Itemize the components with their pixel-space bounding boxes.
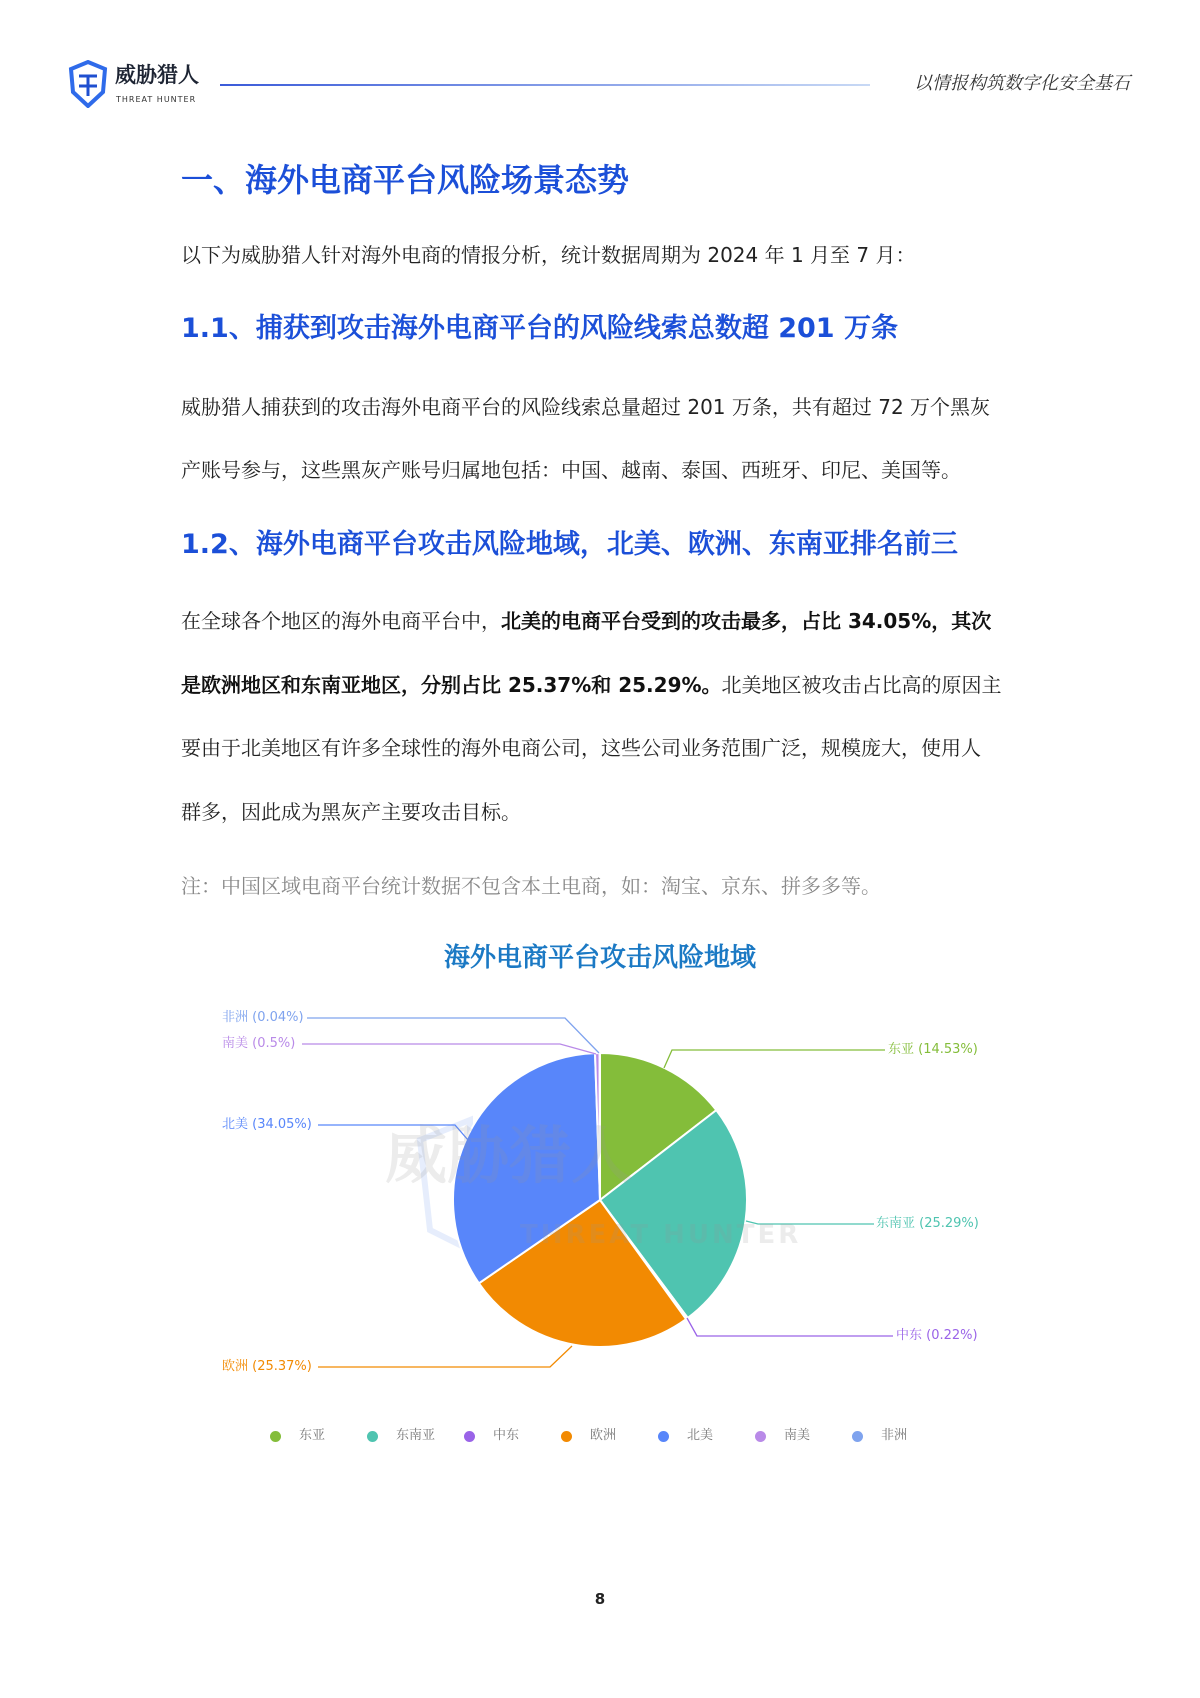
paragraph-line: 要由于北美地区有许多全球性的海外电商公司，这些公司业务范围广泛，规模庞大，使用人: [181, 736, 981, 760]
chart-title: 海外电商平台攻击风险地域: [443, 943, 756, 973]
legend-item[interactable]: [561, 1428, 658, 1444]
legend-label: 中东: [493, 1428, 520, 1443]
legend-item[interactable]: [852, 1428, 949, 1444]
leader-line-africa: [307, 1018, 599, 1053]
text: 北美地区被攻击占比高的原因主: [721, 673, 1002, 697]
slice-label-east-asia: 东亚 (14.53%): [888, 1042, 978, 1057]
legend-label: 非洲: [881, 1428, 908, 1443]
section-title: 一、海外电商平台风险场景态势: [181, 161, 630, 199]
legend-item[interactable]: [658, 1428, 755, 1444]
legend-item[interactable]: [367, 1428, 464, 1444]
note-text: 注：中国区域电商平台统计数据不包含本土电商，如：淘宝、京东、拼多多等。: [181, 874, 881, 898]
paragraph-line: 群多，因此成为黑灰产主要攻击目标。: [181, 800, 521, 824]
subsection-title-1: 1.1、捕获到攻击海外电商平台的风险线索总数超 201 万条: [181, 313, 898, 344]
slice-label-southeast-asia: 东南亚 (25.29%): [876, 1216, 979, 1231]
chart-legend: [270, 1428, 949, 1444]
legend-dot-icon: [561, 1431, 572, 1442]
text: 在全球各个地区的海外电商平台中，: [181, 609, 501, 633]
logo-subtext: THREAT HUNTER: [116, 95, 197, 104]
legend-dot-icon: [270, 1431, 281, 1442]
legend-label: 北美: [687, 1428, 714, 1443]
bold-text: 是欧洲地区和东南亚地区，分别占比 25.37%和 25.29%。: [181, 673, 722, 697]
leader-line-europe: [318, 1346, 572, 1367]
slice-label-africa: 非洲 (0.04%): [222, 1010, 304, 1025]
legend-item[interactable]: [270, 1428, 367, 1444]
logo-text: 威胁猎人: [115, 63, 199, 87]
header-slogan: 以情报构筑数字化安全基石: [914, 73, 1130, 94]
legend-item[interactable]: [755, 1428, 852, 1444]
watermark-text: 威胁猎人: [385, 1119, 634, 1192]
legend-dot-icon: [755, 1431, 766, 1442]
slice-label-middle-east: 中东 (0.22%): [896, 1328, 978, 1343]
legend-dot-icon: [367, 1431, 378, 1442]
leader-line-middle-east: [687, 1318, 893, 1336]
legend-dot-icon: [852, 1431, 863, 1442]
page-number: 8: [594, 1590, 606, 1608]
slice-label-south-america: 南美 (0.5%): [222, 1036, 296, 1051]
legend-label: 东南亚: [396, 1428, 436, 1443]
legend-dot-icon: [464, 1431, 475, 1442]
watermark-subtext: THREAT HUNTER: [520, 1220, 802, 1250]
leader-line-south-america: [302, 1044, 596, 1054]
slice-label-north-america: 北美 (34.05%): [222, 1117, 312, 1132]
slice-label-europe: 欧洲 (25.37%): [222, 1359, 312, 1374]
legend-label: 欧洲: [590, 1428, 617, 1443]
leader-line-east-asia: [664, 1050, 885, 1068]
paragraph-line: 威胁猎人捕获到的攻击海外电商平台的风险线索总量超过 201 万条，共有超过 72 万个黑灰: [181, 395, 991, 419]
intro-text: 以下为威胁猎人针对海外电商的情报分析，统计数据周期为 2024 年 1 月至 7 月：: [181, 243, 916, 267]
legend-label: 南美: [784, 1428, 811, 1443]
legend-item[interactable]: [464, 1428, 561, 1444]
subsection-title-2: 1.2、海外电商平台攻击风险地域，北美、欧洲、东南亚排名前三: [181, 529, 958, 560]
paragraph-line: 产账号参与，这些黑灰产账号归属地包括：中国、越南、泰国、西班牙、印尼、美国等。: [181, 458, 961, 482]
legend-dot-icon: [658, 1431, 669, 1442]
bold-text: 北美的电商平台受到的攻击最多，占比 34.05%，其次: [501, 609, 992, 633]
legend-label: 东亚: [299, 1428, 326, 1443]
